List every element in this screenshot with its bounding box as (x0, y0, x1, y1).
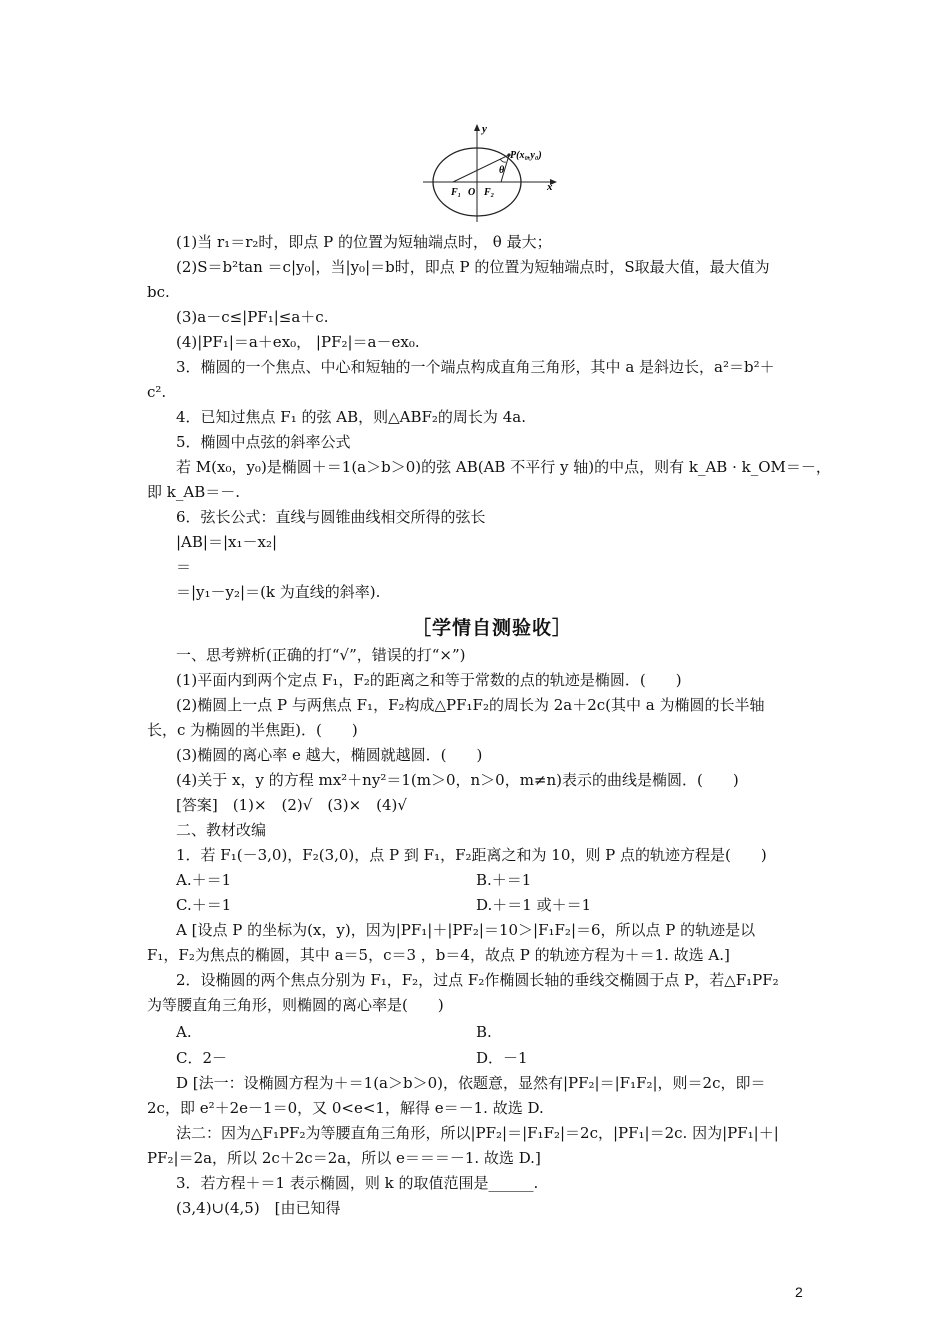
angle-theta-label: θ (499, 165, 505, 176)
answer-line: [答案] (1)× (2)√ (3)× (4)√ (176, 796, 407, 814)
text-line: 即 k_AB＝－. (147, 483, 240, 501)
text-line: 一、思考辨析(正确的打“√”，错误的打“×”) (176, 646, 466, 664)
y-axis-label: y (482, 123, 487, 135)
option-b: B. (476, 1023, 492, 1041)
option-c: C．2－ (176, 1049, 228, 1067)
page-number: 2 (795, 1284, 803, 1300)
text-line: (2)S＝b²tan ＝c|y₀|，当|y₀|＝b时，即点 P 的位置为短轴端点时，S取最大值，最大值为 (176, 258, 770, 276)
origin-label: O (468, 187, 476, 198)
text-line: 2c，即 e²＋2e－1＝0，又 0<e<1，解得 e＝－1. 故选 D. (147, 1099, 544, 1117)
text-line: 为等腰直角三角形，则椭圆的离心率是( ) (147, 996, 444, 1014)
text-line: (1)当 r₁＝r₂时，即点 P 的位置为短轴端点时， θ 最大； (176, 233, 552, 251)
section-title: ［学情自测验收］ (412, 617, 573, 639)
text-line: (3)椭圆的离心率 e 越大，椭圆就越圆．( ) (176, 746, 483, 764)
option-b: B.＋＝1 (476, 871, 532, 889)
text-line: 3．椭圆的一个焦点、中心和短轴的一个端点构成直角三角形，其中 a 是斜边长，a²＝b²＋ (176, 358, 775, 376)
text-line: ＝|y₁－y₂|＝(k 为直线的斜率). (176, 583, 381, 601)
answer-line: A [设点 P 的坐标为(x，y)，因为|PF₁|＋|PF₂|＝10＞|F₁F₂|＝6，所以点 P 的轨迹是以 (176, 921, 756, 939)
question-line: 3．若方程＋＝1 表示椭圆，则 k 的取值范围是______. (176, 1174, 539, 1192)
text-line: c². (147, 383, 167, 401)
answer-line: D [法一：设椭圆方程为＋＝1(a＞b＞0)，依题意，显然有|PF₂|＝|F₁F₂|，则＝2c，即＝ (176, 1074, 766, 1092)
option-a: A.＋＝1 (176, 871, 232, 889)
text-line: (4)|PF₁|＝a＋ex₀， |PF₂|＝a－ex₀. (176, 333, 420, 351)
text-line: 若 M(x₀，y₀)是椭圆＋＝1(a＞b＞0)的弦 AB(AB 不平行 y 轴)的中点，则有 k_AB · k_OM＝－， (176, 458, 831, 476)
ellipse-figure (415, 118, 565, 228)
y-axis-arrow (474, 124, 480, 131)
focus-f2-label: F₂ (484, 187, 495, 198)
text-line: 二、教材改编 (176, 821, 267, 839)
text-line: (1)平面内到两个定点 F₁，F₂的距离之和等于常数的点的轨迹是椭圆．( ) (176, 671, 682, 689)
angle-arc (500, 159, 506, 162)
text-line: 5．椭圆中点弦的斜率公式 (176, 433, 351, 451)
text-line: bc. (147, 283, 170, 301)
question-line: 1．若 F₁(－3,0)，F₂(3,0)，点 P 到 F₁，F₂距离之和为 10，则 P 点的轨迹方程是( ) (176, 846, 767, 864)
answer-line: (3,4)∪(4,5) [由已知得 (176, 1199, 341, 1217)
text-line: 4．已知过焦点 F₁ 的弦 AB，则△ABF₂的周长为 4a. (176, 408, 526, 426)
question-line: 2．设椭圆的两个焦点分别为 F₁，F₂，过点 F₂作椭圆长轴的垂线交椭圆于点 P，若△F₁PF₂ (176, 971, 779, 989)
option-a: A. (176, 1023, 192, 1041)
text-line: (3)a－c≤|PF₁|≤a＋c. (176, 308, 329, 326)
focus-f1-label: F₁ (451, 187, 462, 198)
x-axis-label: x (547, 181, 553, 193)
text-line: F₁，F₂为焦点的椭圆，其中 a＝5，c＝3 ，b＝4，故点 P 的轨迹方程为＋＝1. 故选 A.] (147, 946, 730, 964)
text-line: 长，c 为椭圆的半焦距)．( ) (147, 721, 358, 739)
point-p-label: P(x₀,y₀) (510, 150, 542, 161)
text-line: ＝ (176, 558, 192, 576)
option-c: C.＋＝1 (176, 896, 232, 914)
text-line: 法二：因为△F₁PF₂为等腰直角三角形，所以|PF₂|＝|F₁F₂|＝2c，|PF₁|＝2c. 因为|PF₁|＋| (176, 1124, 779, 1142)
text-line: |AB|＝|x₁－x₂| (176, 533, 278, 551)
text-line: 6．弦长公式：直线与圆锥曲线相交所得的弦长 (176, 508, 486, 526)
text-line: (4)关于 x，y 的方程 mx²＋ny²＝1(m＞0，n＞0，m≠n)表示的曲线是椭圆．( ) (176, 771, 739, 789)
text-line: PF₂|＝2a，所以 2c＋2c＝2a，所以 e＝＝＝－1. 故选 D.] (147, 1149, 541, 1167)
option-d: D．－1 (476, 1049, 528, 1067)
option-d: D.＋＝1 或＋＝1 (476, 896, 592, 914)
text-line: (2)椭圆上一点 P 与两焦点 F₁，F₂构成△PF₁F₂的周长为 2a＋2c(其中 a 为椭圆的长半轴 (176, 696, 765, 714)
